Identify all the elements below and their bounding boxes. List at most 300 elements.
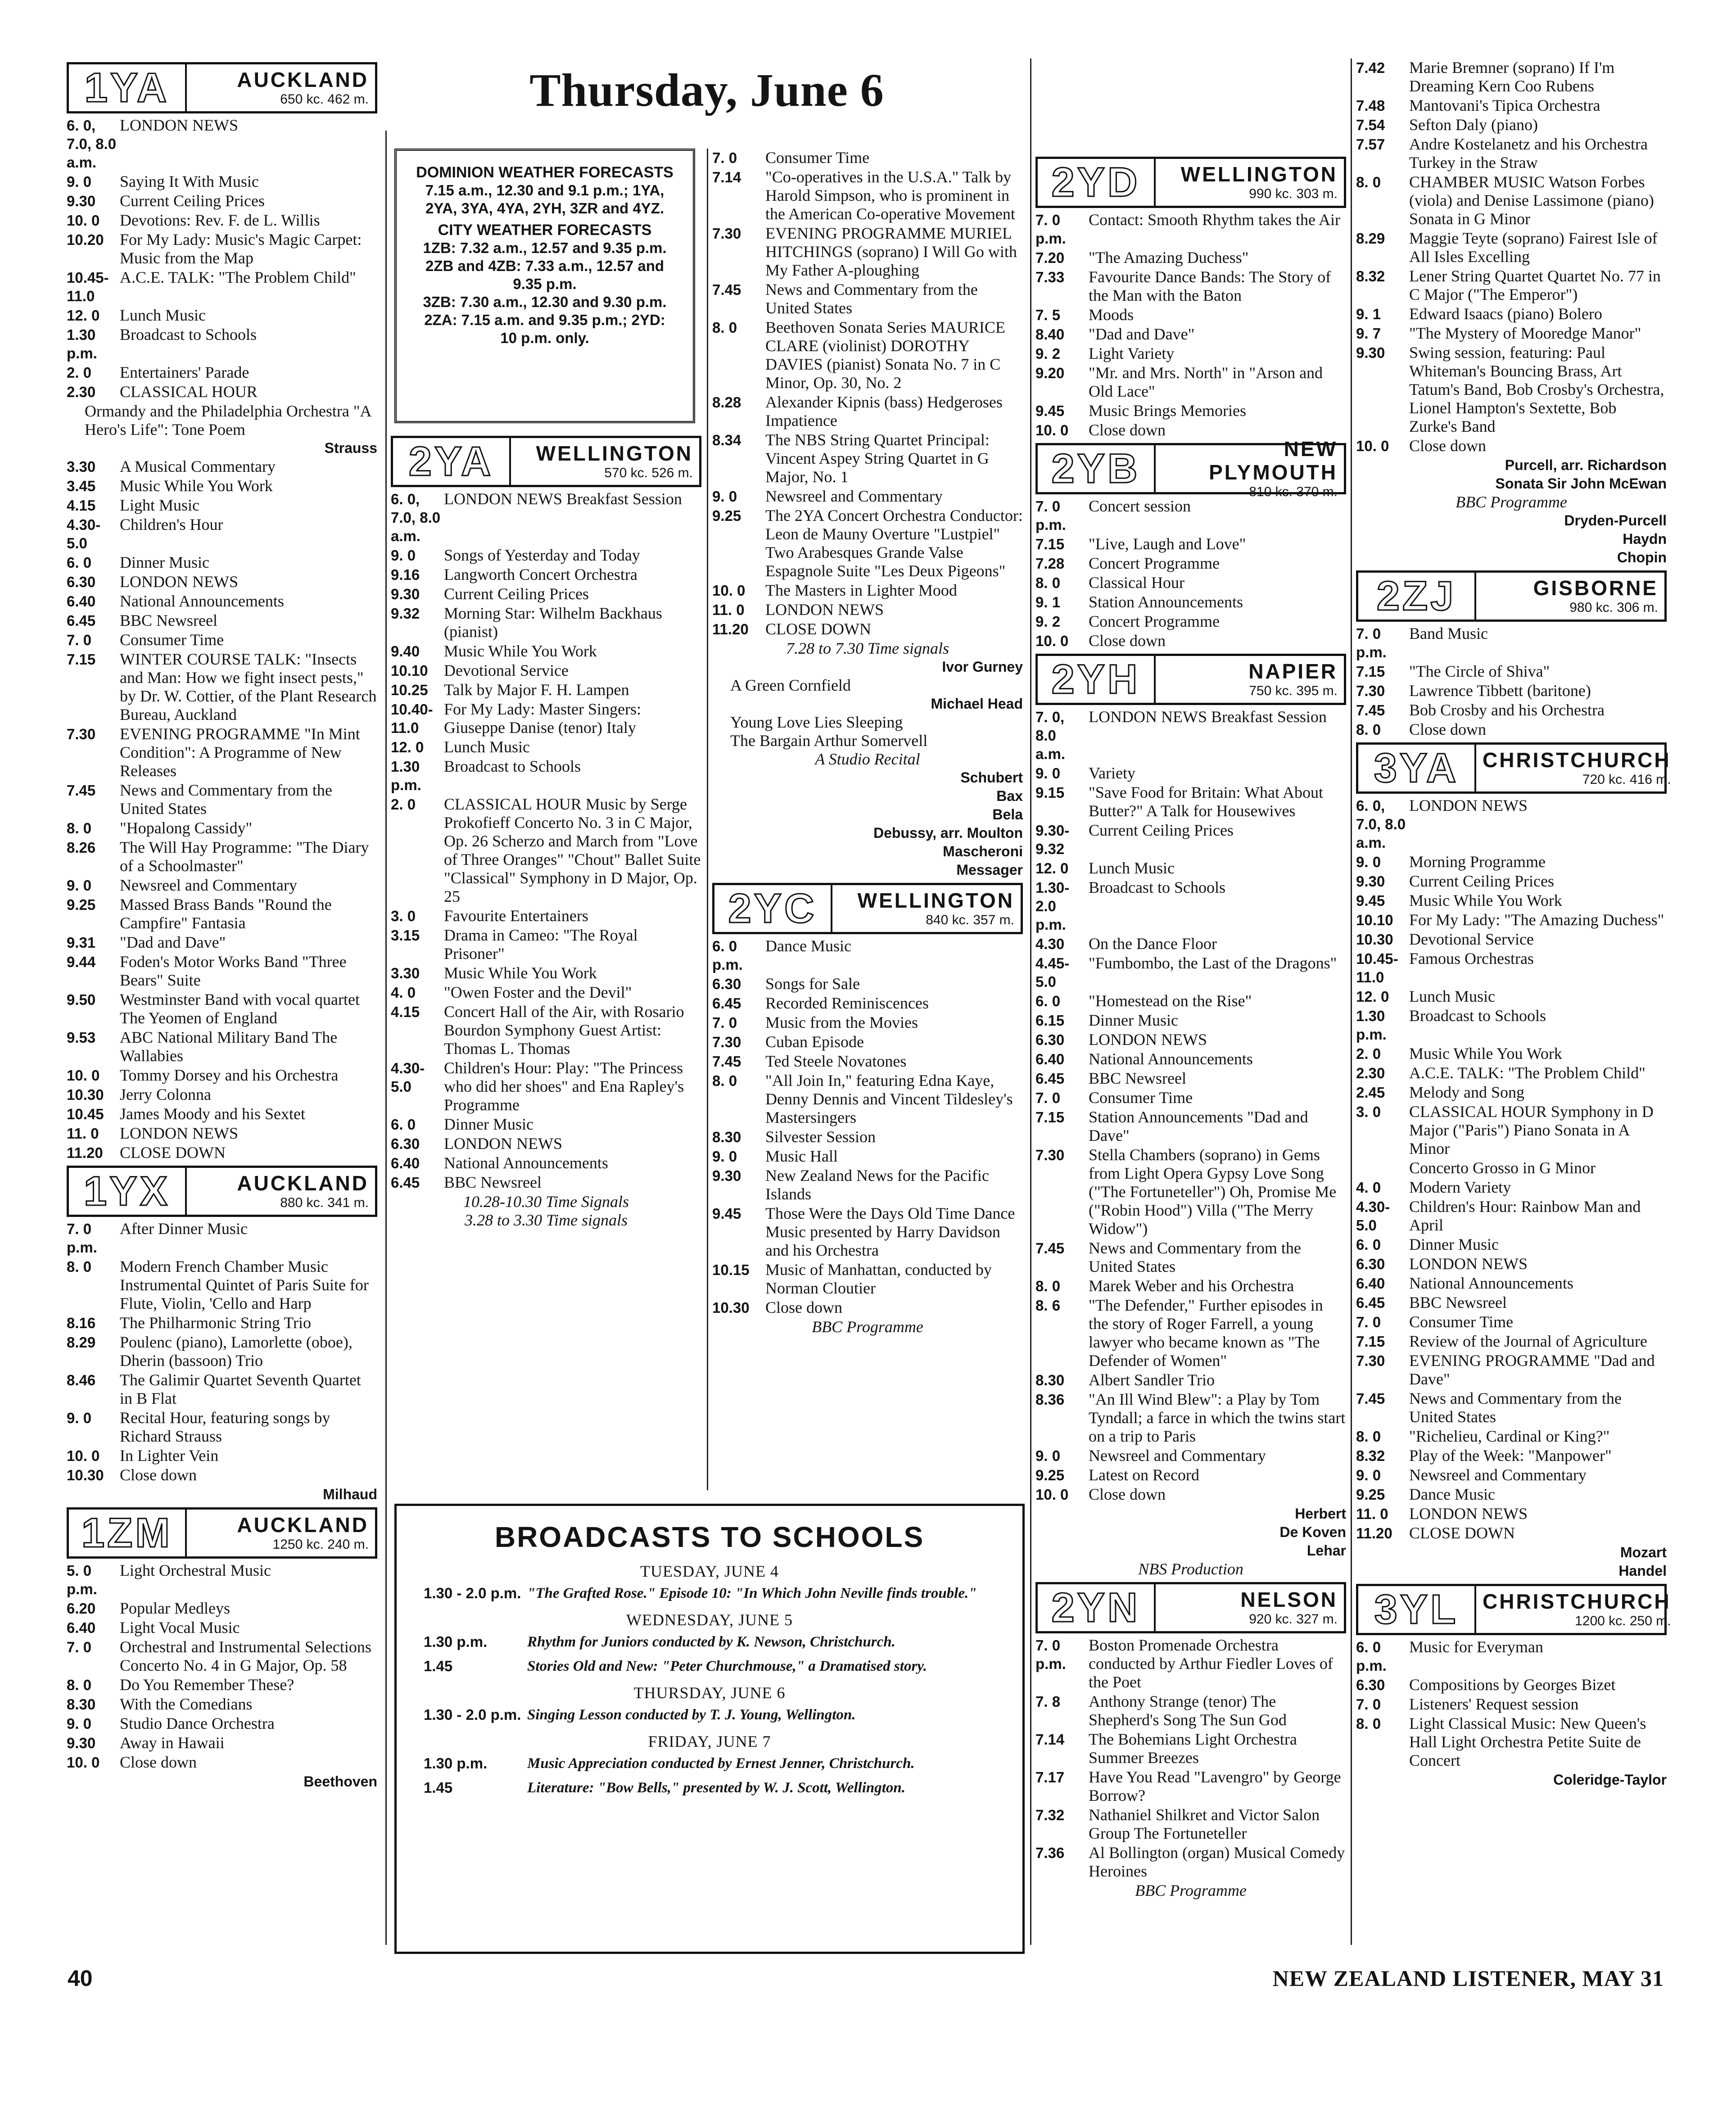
program-time: 6. 0 [1356,1236,1381,1253]
program-time: 1.30 p.m. [391,758,421,793]
program-entry [1035,268,1346,305]
program-title: Massed Brass Bands "Round the Campfire" Fantasia [120,895,332,932]
program-time: 8.29 [67,1334,96,1351]
schools-day: FRIDAY, JUNE 7 [648,1732,771,1750]
program-time: 3.30 [67,458,96,475]
program-entry [67,876,377,895]
program-title: News and Commentary from the United States [1089,1239,1301,1275]
program-entry [1035,1466,1346,1484]
program-title: CLOSE DOWN [765,620,871,638]
program-entry [67,1371,377,1408]
program-time: 6.40 [391,1155,420,1171]
program-entry [391,1154,701,1172]
composer: Messager [956,862,1023,878]
program-time: 6.40 [67,1619,96,1636]
program-title: Newsreel and Commentary [1409,1466,1587,1484]
station-call-sign: 2YB [1038,445,1156,492]
program-title: National Announcements [120,592,284,610]
program-entry [391,604,701,641]
program-title: Close down [1409,720,1486,738]
program-title: Current Ceiling Prices [1409,872,1554,890]
program-entry [391,983,701,1002]
program-time: 9.30 [1356,873,1385,890]
program-time: 6.20 [67,1600,96,1617]
program-time: 6.40 [67,593,96,610]
column-1 [67,59,377,1791]
program-entry [67,838,377,875]
station-call-sign: 2ZJ [1358,573,1476,619]
station-header-1ya [67,62,377,113]
program-entry [391,1059,701,1114]
program-entry [1035,211,1346,248]
program-title: Light Music [120,496,199,514]
program-entry [1035,402,1346,420]
program-entry [1356,1007,1667,1044]
program-entry [1356,1255,1667,1273]
program-time: 11. 0 [1356,1506,1388,1522]
program-time: 6.30 [1035,1031,1065,1048]
program-entry [1035,1069,1346,1088]
program-entry [1356,853,1667,871]
program-entry [1356,891,1667,910]
program-title: "The Defender," Further episodes in the story of Roger Farrell, a young lawyer who became known as "The Defender of Women" [1089,1296,1323,1370]
program-title: Westminster Band with vocal quartet The Yeomen of England [120,990,360,1027]
program-title: Consumer Time [1409,1313,1514,1331]
schools-title: BROADCASTS TO SCHOOLS [494,1521,925,1553]
program-time: 11.20 [67,1144,103,1161]
program-title: Stella Chambers (soprano) in Gems from Light Opera Gypsy Love Song ("The Fortuneteller") Oh, Promise Me ("Robin Hood") Villa ("The Merry Widow") [1089,1146,1337,1238]
program-time: 7.20 [1035,249,1065,266]
program-title: Close down [1089,421,1166,439]
program-title: Music of Manhattan, conducted by Norman Cloutier [765,1261,992,1297]
program-entry [67,1066,377,1085]
program-entry [67,1333,377,1370]
program-time: 11. 0 [712,601,745,618]
program-time: 8.46 [67,1372,96,1388]
program-time: 3. 0 [1356,1103,1381,1120]
program-time: 6.40 [1356,1275,1385,1292]
weather-forecast-box [394,149,695,423]
program-title: Compositions by Georges Bizet [1409,1676,1616,1694]
weather-line: 7.15 a.m., 12.30 and 9.1 p.m.; 1YA, 2YA, 3YA, 4YA, 2YH, 3ZR and 4YZ. [425,182,665,217]
program-entry [1035,708,1346,763]
program-title: Moods [1089,306,1134,324]
program-title: Close down [765,1298,842,1316]
program-entry [1356,1466,1667,1484]
program-entry [712,1052,1023,1071]
song-title: Young Love Lies Sleeping [730,713,903,731]
program-entry [1356,796,1667,852]
bbc-programme: BBC Programme [1456,493,1567,511]
program-title: Devotions: Rev. F. de L. Willis [120,211,320,229]
station-frequency: 1200 kc. 250 m. [1575,1614,1671,1628]
program-time: 4. 0 [1356,1179,1381,1196]
program-entry [391,700,701,737]
program-title: Favourite Entertainers [444,907,588,925]
program-title: Recorded Reminiscences [765,994,929,1012]
schools-desc: Singing Lesson conducted by T. J. Young, Wellington. [527,1707,856,1723]
program-title: Close down [1409,437,1486,455]
column-rule [1351,59,1352,1945]
program-entry [67,496,377,515]
program-title: Orchestral and Instrumental Selections Concerto No. 4 in G Major, Op. 58 [120,1638,371,1674]
program-title: Foden's Motor Works Band "Three Bears" Suite [120,953,347,989]
program-entry [1035,1390,1346,1446]
program-entry [391,1173,701,1192]
program-entry [67,1714,377,1733]
program-entry [712,431,1023,486]
program-entry [1035,1636,1346,1691]
program-entry [1356,1293,1667,1312]
weather-heading: DOMINION WEATHER FORECASTS [416,164,674,181]
program-title: Broadcast to Schools [1089,878,1225,896]
composer: De Koven [1279,1524,1346,1540]
song-title: The Bargain Arthur Somervell [730,732,928,750]
program-title: "Co-operatives in the U.S.A." Talk by Harold Simpson, who is prominent in the American Co-operative Movement [765,168,1015,223]
program-entry [1356,437,1667,455]
program-time: 9.40 [391,643,420,660]
program-entry [1356,267,1667,304]
program-time: 6.15 [1035,1012,1065,1029]
program-time: 7.30 [1356,1352,1385,1369]
program-entry [391,546,701,565]
program-time: 7. 0 p.m. [1356,625,1387,660]
program-title: Light Orchestral Music [120,1561,271,1579]
program-time: 9.30-9.32 [1035,822,1070,857]
program-title: Recital Hour, featuring songs by Richard Strauss [120,1409,330,1445]
program-entry [67,116,377,172]
program-title: Talk by Major F. H. Lampen [444,681,629,699]
program-title: Consumer Time [765,149,870,167]
program-title: LONDON NEWS [120,573,238,591]
program-entry [67,1144,377,1162]
program-entry [712,280,1023,317]
schools-desc: Music Appreciation conducted by Ernest Jenner, Christchurch. [527,1755,915,1772]
program-title: James Moody and his Sextet [120,1105,305,1123]
program-time: 4.30 [1035,936,1065,952]
program-title: Close down [120,1466,197,1484]
program-entry [67,781,377,818]
program-time: 3.15 [391,927,420,944]
program-time: 10.30 [712,1299,750,1316]
program-title: Marie Bremner (soprano) If I'm Dreaming Kern Coo Rubens [1409,59,1615,95]
broadcasts-to-schools-box [394,1504,1025,1954]
station-call-sign: 3YL [1358,1586,1476,1633]
station-header-2yn [1035,1582,1346,1633]
program-time: 7. 0 [1035,1090,1061,1106]
composer: Bax [996,788,1023,804]
station-city: AUCKLAND [237,1513,369,1537]
program-time: 10.45 [67,1106,104,1122]
program-entry [1035,632,1346,650]
program-entry [1035,364,1346,401]
program-time: 10.30 [1356,931,1393,948]
time-signals: 7.28 to 7.30 Time signals [786,639,949,657]
program-entry [1356,624,1667,661]
program-entry [1035,992,1346,1010]
program-time: 9.30 [1356,344,1385,361]
program-title: Station Announcements [1089,593,1243,611]
program-title: Music for Everyman [1409,1638,1543,1656]
program-title: Concerto Grosso in G Minor [1409,1159,1596,1177]
program-title: WINTER COURSE TALK: "Insects and Man: How we fight insect pests," by Dr. W. Cottier, of the Plant Research Bureau, Auckland [120,650,377,723]
program-title: BBC Newsreel [1089,1069,1186,1087]
program-entry [1356,1235,1667,1254]
program-title: LONDON NEWS [1409,796,1528,814]
program-title: News and Commentary from the United States [765,280,978,317]
program-entry [67,1409,377,1446]
program-title: Do You Remember These? [120,1676,294,1694]
program-entry [1356,96,1667,115]
program-time: 10.40-11.0 [391,701,433,736]
program-entry [67,553,377,572]
nbs-production: NBS Production [1138,1560,1243,1578]
program-entry [1356,116,1667,134]
program-entry [67,1257,377,1313]
schools-time: 1.30 - 2.0 p.m. [424,1706,521,1723]
program-time: 9.50 [67,991,96,1008]
program-title: National Announcements [444,1154,608,1172]
program-entry [1356,1103,1667,1158]
program-entry [1035,1146,1346,1238]
program-time: 8. 0 [67,820,92,836]
studio-recital: A Studio Recital [815,750,920,768]
program-entry [712,1167,1023,1203]
program-entry [67,1028,377,1065]
program-title: "Fumbombo, the Last of the Dragons" [1089,954,1337,972]
program-title: Music from the Movies [765,1013,918,1031]
program-title: Silvester Session [765,1128,876,1146]
program-time: 10.20 [67,231,104,248]
program-title: The Bohemians Light Orchestra Summer Breezes [1089,1730,1297,1767]
program-entry [712,393,1023,430]
program-title: Lener String Quartet Quartet No. 77 in C Major ("The Emperor") [1409,267,1661,303]
schools-time: 1.30 p.m. [424,1633,488,1650]
station-city: WELLINGTON [536,442,693,465]
program-title: LONDON NEWS [120,116,238,134]
program-entry [1356,930,1667,949]
program-title: Modern Variety [1409,1178,1511,1196]
bbc-programme: BBC Programme [1135,1881,1247,1899]
program-title: Drama in Cameo: "The Royal Prisoner" [444,926,638,963]
program-entry [67,231,377,267]
program-time: 9. 1 [1035,594,1061,610]
program-entry [1035,612,1346,631]
program-entry [67,573,377,591]
program-title: Melody and Song [1409,1083,1524,1101]
program-time: 7.54 [1356,117,1385,133]
program-time: 6.45 [1035,1070,1065,1087]
program-title: Children's Hour: Rainbow Man and April [1409,1198,1641,1234]
program-time: 8.30 [67,1696,96,1713]
program-time: 7.30 [1356,683,1385,699]
station-city: AUCKLAND [237,68,369,91]
program-title: Current Ceiling Prices [120,192,265,210]
program-time: 4.45-5.0 [1035,955,1070,990]
program-title: Saying It With Music [120,172,259,190]
program-title: Play of the Week: "Manpower" [1409,1447,1612,1465]
station-frequency: 570 kc. 526 m. [604,466,693,480]
station-header-3ya [1356,742,1671,794]
program-title: Listeners' Request session [1409,1695,1579,1713]
program-entry [67,953,377,990]
program-time: 6. 0 p.m. [1356,1639,1387,1674]
column-2 [391,432,701,1230]
program-entry [67,725,377,780]
program-time: 7.36 [1035,1845,1065,1861]
program-title: Lunch Music [444,738,530,756]
program-entry [1356,872,1667,891]
program-time: 7.45 [1356,702,1385,719]
schools-time: 1.30 - 2.0 p.m. [424,1585,521,1601]
program-title: The Philharmonic String Trio [120,1314,312,1332]
program-time: 11.20 [712,621,749,638]
program-entry [712,506,1023,580]
program-time: 7.28 [1035,555,1065,572]
program-time: 3.30 [391,965,420,981]
column-rule [707,149,708,1490]
program-time: 9. 2 [1035,345,1061,362]
program-time: 7.33 [1035,269,1065,285]
program-entry [1356,324,1667,343]
program-title: Station Announcements "Dad and Dave" [1089,1108,1308,1144]
station-header-1zm [67,1507,377,1559]
program-time: 9.53 [67,1029,96,1046]
program-entry [1035,764,1346,782]
program-title: Review of the Journal of Agriculture [1409,1332,1647,1350]
program-time: 8. 0 [1356,721,1381,738]
program-entry [1035,325,1346,344]
program-entry [1356,911,1667,929]
program-entry [1356,949,1667,986]
program-time: 8.36 [1035,1391,1065,1408]
program-time: 7.15 [1356,1333,1385,1350]
program-title: CLASSICAL HOUR Symphony in D Major ("Paris") Piano Sonata in A Minor [1409,1103,1654,1157]
station-frequency: 980 kc. 306 m. [1569,600,1658,615]
program-title: Dinner Music [1089,1011,1178,1029]
program-time: 8. 0 [1356,174,1381,190]
program-title: Edward Isaacs (piano) Bolero [1409,305,1602,323]
program-time: 6.30 [1356,1677,1385,1693]
program-title: Dance Music [765,937,851,955]
program-title: "Live, Laugh and Love" [1089,535,1246,553]
program-entry [1035,1089,1346,1107]
program-time: 6. 0, 7.0, 8.0 a.m. [1356,797,1406,851]
program-time: 9.30 [391,586,420,602]
program-time: 7. 0 [67,1639,92,1655]
program-time: 9. 1 [1356,306,1381,322]
program-time: 1.30-2.0 p.m. [1035,879,1070,933]
program-entry [391,1115,701,1134]
composer: Dryden-Purcell [1564,512,1667,529]
program-title: Ted Steele Novatones [765,1052,907,1070]
program-title: "Mr. and Mrs. North" in "Arson and Old Lace" [1089,364,1323,400]
time-signals: 3.28 to 3.30 Time signals [464,1211,628,1229]
program-entry [1035,554,1346,573]
program-time: 6. 0 [1035,993,1061,1009]
program-title: Band Music [1409,624,1488,642]
program-title: For My Lady: Master Singers: Giuseppe Danise (tenor) Italy [444,700,641,737]
program-entry [1035,1768,1346,1805]
program-time: 3.45 [67,478,96,494]
program-title: Devotional Service [1409,930,1534,948]
program-time: 7. 5 [1035,307,1061,323]
composer: Haydn [1623,531,1667,547]
program-entry [67,1124,377,1143]
program-entry [1035,535,1346,553]
program-time: 6.30 [1356,1256,1385,1272]
program-time: 1.30 p.m. [1356,1008,1387,1043]
program-title: Music While You Work [444,642,597,660]
program-entry [712,937,1023,974]
program-entry [1356,1159,1667,1177]
program-entry [391,681,701,699]
program-time: 10.30 [67,1467,104,1483]
program-time: 8. 0 [67,1677,92,1693]
program-title: "Save Food for Britain: What About Butter?" A Talk for Housewives [1089,783,1323,820]
program-entry [1356,1274,1667,1293]
station-header-2zj [1356,570,1667,622]
program-time: 8.32 [1356,1447,1385,1464]
program-entry [67,383,377,401]
program-title: LONDON NEWS [765,601,884,619]
station-header-2yb [1035,437,1346,499]
program-title: Music While You Work [1409,891,1562,909]
program-entry [1356,1083,1667,1102]
program-time: 9.25 [1356,1486,1385,1503]
schools-day: THURSDAY, JUNE 6 [633,1684,786,1702]
program-title: Children's Hour [120,515,223,534]
program-entry [67,211,377,230]
program-time: 6.45 [391,1174,420,1191]
program-title: "Homestead on the Rise" [1089,992,1252,1010]
program-title: The 2YA Concert Orchestra Conductor: Leon de Mauny Overture "Lustpiel" Two Arabesques Grande Valse Espagnole Suite "Les Deux Pigeons" [765,506,1023,580]
program-entry [1356,662,1667,681]
program-time: 8. 0 [712,319,737,336]
program-entry [1035,1730,1346,1767]
schools-time: 1.30 p.m. [424,1755,488,1772]
program-entry [1035,497,1346,534]
program-entry [1035,859,1346,877]
program-entry [1035,421,1346,439]
station-call-sign: 1YA [69,64,187,111]
program-entry [67,363,377,382]
program-title: LONDON NEWS [1089,1031,1207,1049]
weather-line: 2ZB and 4ZB: 7.33 a.m., 12.57 and 9.35 p.m. [425,258,665,292]
program-title: Poulenc (piano), Lamorlette (oboe), Dherin (bassoon) Trio [120,1333,353,1370]
program-time: 7.17 [1035,1769,1065,1786]
program-time: 7.57 [1356,136,1385,153]
program-title: "Richelieu, Cardinal or King?" [1409,1427,1610,1445]
program-entry [1356,1447,1667,1465]
program-time: 7.30 [712,225,741,242]
program-entry [1035,1050,1346,1068]
program-time: 11. 0 [67,1125,99,1142]
composer: Purcell, arr. Richardson [1505,457,1667,473]
program-title: LONDON NEWS [444,1135,562,1153]
program-title: Al Bollington (organ) Musical Comedy Heroines [1089,1844,1345,1880]
composer: Bela [992,806,1023,823]
program-title: "Hopalong Cassidy" [120,819,253,837]
program-time: 10. 0 [67,212,100,229]
program-title: Concert Programme [1089,554,1220,572]
composer: Beethoven [303,1773,377,1790]
schools-time: 1.45 [424,1779,453,1796]
program-time: 10.30 [67,1086,104,1103]
program-time: 10. 0 [1356,438,1389,454]
program-entry [1035,954,1346,991]
program-title: On the Dance Floor [1089,935,1217,953]
